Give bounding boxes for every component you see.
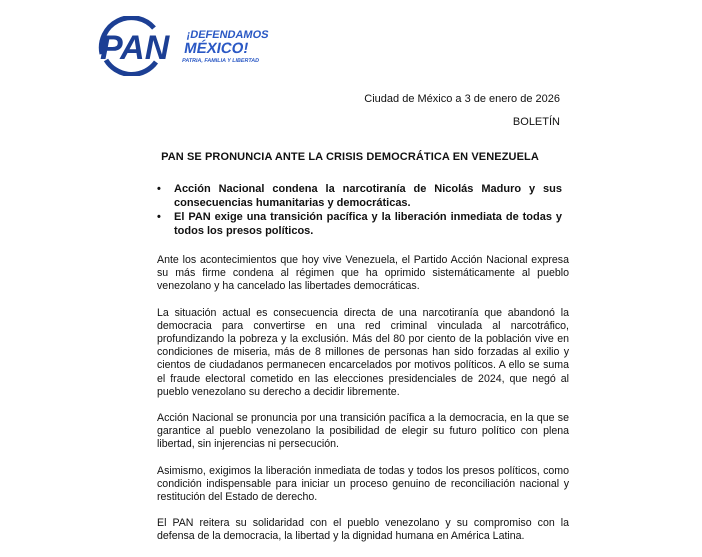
highlight-item: • El PAN exige una transición pacífica y la liberación inmediata de todas y todos los presos políticos. bbox=[166, 210, 562, 238]
body-paragraph: Asimismo, exigimos la liberación inmediata de todas y todos los presos políticos, como condición indispensable para iniciar un proceso genuino de reconciliación nacional y restitución del Estado de derecho. bbox=[157, 464, 569, 504]
body-paragraph: La situación actual es consecuencia directa de una narcotiranía que abandonó la democracia para convertirse en una red criminal vinculada al narcotráfico, profundizando la pobreza y la exclusión. Más del 80 por ciento de la población vive en condiciones de miseria, más de 8 millones de personas han sido forzadas al exilio y cientos de ciudadanos permanecen encarcelados por motivos políticos. A ello se suma el fraude electoral cometido en las elecciones presidenciales de 2024, que negó al pueblo venezolano su derecho a decidir libremente. bbox=[157, 306, 569, 398]
slogan-line1: ¡DEFENDAMOS bbox=[185, 29, 270, 41]
press-release-headline: PAN SE PRONUNCIA ANTE LA CRISIS DEMOCRÁTICA EN VENEZUELA bbox=[161, 151, 539, 163]
slogan-subline: PATRIA, FAMILIA Y LIBERTAD bbox=[181, 58, 260, 64]
slogan-line2: MÉXICO! bbox=[182, 40, 250, 57]
document-type: BOLETÍN bbox=[512, 116, 560, 128]
body-paragraph: El PAN reitera su solidaridad con el pueblo venezolano y su compromiso con la defensa de la democracia, la libertad y la dignidad humana en América Latina. bbox=[157, 517, 569, 543]
body-text bbox=[157, 254, 569, 557]
date-line: Ciudad de México a 3 de enero de 2026 bbox=[364, 93, 560, 105]
pan-logo-text: PAN bbox=[100, 29, 170, 67]
body-paragraph: Acción Nacional se pronuncia por una transición pacífica a la democracia, en la que se garantice al pueblo venezolano la posibilidad de elegir su futuro político con plena libertad, sin injerencias ni persecución. bbox=[157, 412, 569, 451]
body-paragraph: Ante los acontecimientos que hoy vive Venezuela, el Partido Acción Nacional expresa su más firme condena al régimen que ha oprimido sistemáticamente al pueblo venezolano y ha cancelado las libertades democráticas. bbox=[157, 254, 569, 293]
letterhead-logo bbox=[96, 16, 276, 76]
highlights-list bbox=[166, 182, 562, 238]
highlight-item: • Acción Nacional condena la narcotiranía de Nicolás Maduro y sus consecuencias humanitarias y democráticas. bbox=[166, 182, 562, 210]
